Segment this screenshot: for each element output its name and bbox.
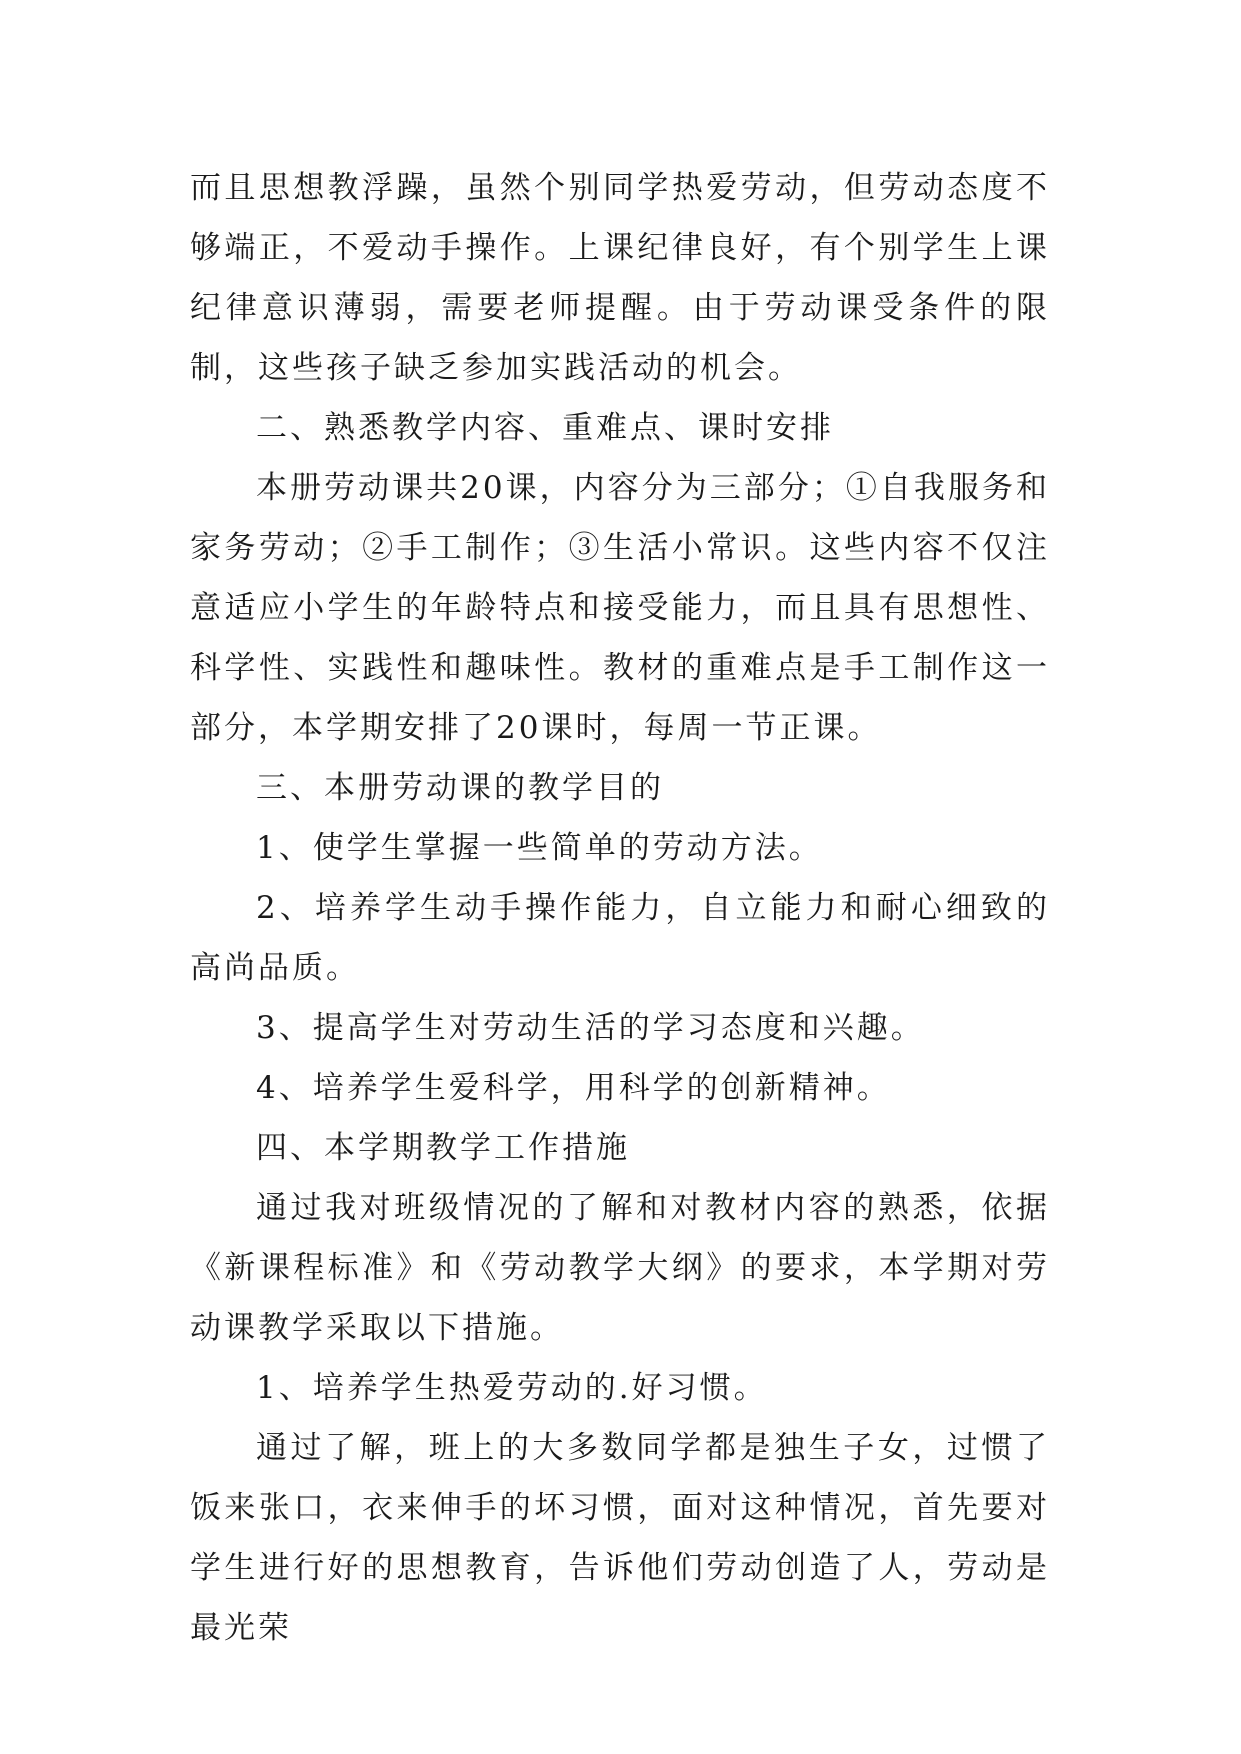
paragraph-class-situation: 而且思想教浮躁，虽然个别同学热爱劳动，但劳动态度不够端正，不爱动手操作。上课纪律良好，有个别学生上课纪律意识薄弱，需要老师提醒。由于劳动课受条件的限制，这些孩子缺乏参加实践活动的机会。	[190, 170, 1050, 386]
heading-section-two: 二、熟悉教学内容、重难点、课时安排	[256, 410, 834, 446]
list-item-goal-4: 4、培养学生爱科学，用科学的创新精神。	[256, 1070, 891, 1106]
paragraph-course-content: 本册劳动课共20课，内容分为三部分；①自我服务和家务劳动；②手工制作；③生活小常识。这些内容不仅注意适应小学生的年龄特点和接受能力，而且具有思想性、科学性、实践性和趣味性。教材的重难点是手工制作这一部分，本学期安排了20课时，每周一节正课。	[190, 470, 1050, 746]
heading-section-four: 四、本学期教学工作措施	[256, 1130, 630, 1166]
heading-section-three: 三、本册劳动课的教学目的	[256, 770, 664, 806]
document-body	[190, 158, 1050, 1658]
list-item-goal-1: 1、使学生掌握一些简单的劳动方法。	[256, 830, 823, 866]
paragraph-measures-intro: 通过我对班级情况的了解和对教材内容的熟悉，依据《新课程标准》和《劳动教学大纲》的要求，本学期对劳动课教学采取以下措施。	[190, 1190, 1050, 1346]
list-item-measure-1: 1、培养学生热爱劳动的.好习惯。	[256, 1370, 768, 1406]
list-item-goal-3: 3、提高学生对劳动生活的学习态度和兴趣。	[256, 1010, 925, 1046]
list-item-goal-2: 2、培养学生动手操作能力，自立能力和耐心细致的高尚品质。	[190, 890, 1050, 986]
paragraph-measure-1-detail: 通过了解，班上的大多数同学都是独生子女，过惯了饭来张口，衣来伸手的坏习惯，面对这种情况，首先要对学生进行好的思想教育，告诉他们劳动创造了人，劳动是最光荣	[190, 1430, 1050, 1646]
